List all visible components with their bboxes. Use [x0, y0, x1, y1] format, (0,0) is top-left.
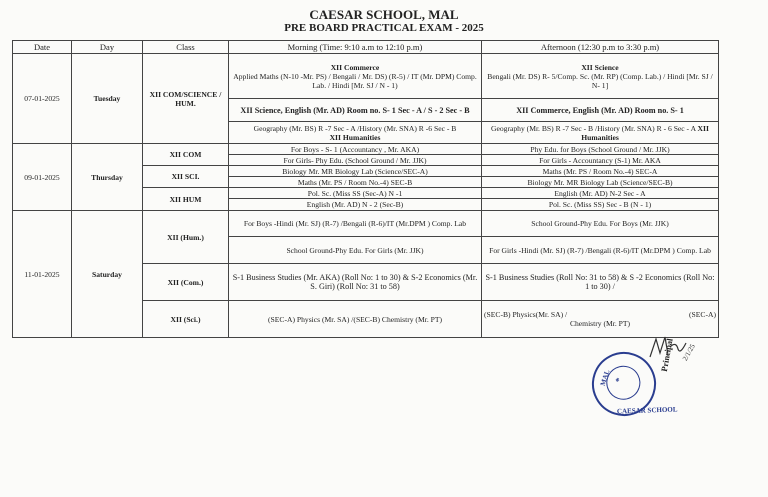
class-cell: XII SCI. — [143, 166, 229, 188]
morning-cell: For Girls- Phy Edu. (School Ground / Mr. JJK) — [229, 155, 482, 166]
stamp-inner-ring — [602, 361, 645, 404]
class-cell: XII COM/SCIENCE / HUM. — [143, 54, 229, 144]
class-cell: XII (Sci.) — [143, 301, 229, 338]
afternoon-cell — [482, 54, 719, 99]
afternoon-cell: Maths (Mr. PS / Room No.-4) SEC-A — [482, 166, 719, 177]
class-cell: XII HUM — [143, 188, 229, 211]
day-cell: Thursday — [72, 144, 143, 211]
morning-cell: For Boys -Hindi (Mr. SJ) (R-7) /Bengali (R-6)/IT (Mr.DPM ) Comp. Lab — [229, 211, 482, 237]
morning-cell: English (Mr. AD) N - 2 (Sec-B) — [229, 199, 482, 211]
table-row — [13, 144, 719, 155]
afternoon-line: Geography (Mr. BS) R -7 Sec - B /History (Mr. SNA) R - 6 Sec - A — [491, 123, 696, 133]
day-cell: Saturday — [72, 211, 143, 338]
afternoon-line: (SEC-A) — [689, 310, 716, 319]
exam-title: PRE BOARD PRACTICAL EXAM - 2025 — [284, 22, 484, 34]
afternoon-cell: For Girls -Hindi (Mr. SJ) (R-7) /Bengali (R-6)/IT (Mr.DPM ) Comp. Lab — [482, 237, 719, 264]
date-cell: 09-01-2025 — [13, 144, 72, 211]
stamp-left-text: MAL — [598, 368, 612, 387]
morning-cell: (SEC-A) Physics (Mr. SA) /(SEC-B) Chemistry (Mr. PT) — [229, 301, 482, 338]
school-name: CAESAR SCHOOL, MAL — [309, 7, 459, 22]
col-class: Class — [143, 41, 229, 54]
afternoon-line: (SEC-B) Physics(Mr. SA) / — [484, 310, 568, 319]
stamp-star-icon: * — [610, 375, 622, 384]
afternoon-cell: S-1 Business Studies (Roll No: 31 to 58) & S -2 Economics (Roll No: 1 to 30) / — [482, 264, 719, 301]
afternoon-cell — [482, 122, 719, 144]
schedule-table — [12, 40, 719, 338]
date-cell: 07-01-2025 — [13, 54, 72, 144]
class-cell: XII (Hum.) — [143, 211, 229, 264]
morning-cell — [229, 54, 482, 99]
afternoon-cell: English (Mr. AD) N-2 Sec - A — [482, 188, 719, 199]
morning-cell: For Boys - S- 1 (Accountancy , Mr. AKA) — [229, 144, 482, 155]
afternoon-cell: For Girls - Accountancy (S-1) Mr. AKA — [482, 155, 719, 166]
signature-date: 2/1/25 — [681, 342, 697, 363]
morning-cell: Biology Mr. MR Biology Lab (Science/SEC-A) — [229, 166, 482, 177]
day-cell: Tuesday — [72, 54, 143, 144]
header-row — [13, 41, 719, 54]
afternoon-cell: Biology Mr. MR Biology Lab (Science/SEC-B) — [482, 177, 719, 188]
table-row — [13, 54, 719, 99]
morning-line: Applied Maths (N-10 -Mr. PS) / Bengali / Mr. DS) (R-5) / IT (Mr. DPM) Comp. Lab. / Hindi [Mr. SJ / N - 1) — [233, 71, 477, 90]
table-row — [13, 211, 719, 237]
col-date: Date — [13, 41, 72, 54]
col-day: Day — [72, 41, 143, 54]
morning-line: Geography (Mr. BS) R -7 Sec - A /History (Mr. SNA) R -6 Sec - B — [253, 123, 457, 133]
afternoon-cell: Phy Edu. for Boys (School Ground / Mr. JJK) — [482, 144, 719, 155]
afternoon-line: Chemistry (Mr. PT) — [569, 319, 631, 328]
morning-cell — [229, 122, 482, 144]
class-cell: XII (Com.) — [143, 264, 229, 301]
afternoon-cell: Pol. Sc. (Miss SS) Sec - B (N - 1) — [482, 199, 719, 211]
morning-cell: S-1 Business Studies (Mr. AKA) (Roll No: 1 to 30) & S-2 Economics (Mr. S. Giri) (Roll No: 31 to 58) — [229, 264, 482, 301]
afternoon-line: XII Commerce, English (Mr. AD) Room no. S- 1 — [516, 105, 684, 115]
morning-heading: XII Commerce — [330, 62, 380, 72]
afternoon-cell — [482, 99, 719, 122]
col-morning: Morning (Time: 9:10 a.m to 12:10 p.m) — [229, 41, 482, 54]
afternoon-cell: School Ground-Phy Edu. For Boys (Mr. JJK) — [482, 211, 719, 237]
afternoon-line: XII Humanities — [581, 123, 709, 142]
morning-line: XII Humanities — [329, 132, 381, 142]
class-cell: XII COM — [143, 144, 229, 166]
afternoon-heading: XII Science — [581, 62, 619, 72]
morning-line: XII Science, English (Mr. AD) Room no. S- 1 Sec - A / S - 2 Sec - B — [240, 105, 470, 115]
principal-label: Principal — [658, 337, 675, 373]
stamp-bottom-text: CAESAR SCHOOL — [616, 405, 678, 416]
date-cell: 11-01-2025 — [13, 211, 72, 338]
morning-cell — [229, 99, 482, 122]
morning-cell: School Ground-Phy Edu. For Girls (Mr. JJK) — [229, 237, 482, 264]
morning-cell: Maths (Mr. PS / Room No.-4) SEC-B — [229, 177, 482, 188]
afternoon-cell — [482, 301, 719, 338]
afternoon-line-wrap — [484, 310, 716, 319]
col-afternoon: Afternoon (12:30 p.m to 3:30 p.m) — [482, 41, 719, 54]
morning-cell: Pol. Sc. (Miss SS (Sec-A) N -1 — [229, 188, 482, 199]
afternoon-line: Bengali (Mr. DS) R- 5/Comp. Sc. (Mr. RP) (Comp. Lab.) / Hindi [Mr. SJ / N- 1] — [487, 71, 713, 90]
